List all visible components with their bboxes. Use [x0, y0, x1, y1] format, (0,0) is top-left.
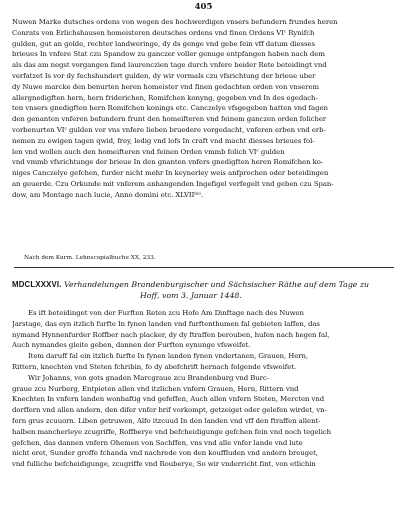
- heading-title-line1: Verhandelungen Brandenburgischer und Sächsischer Räthe auf dem Tage zu: [64, 280, 370, 289]
- text-line: allergnedigften hern, hern friderichen, Romifchen konyng, gegeben vnd In des egedach-: [12, 93, 318, 102]
- text-line: ten vnsers gnedigften hern Romifchen konings etc. Canczelye vfsgegeben hatten vnd fagen: [12, 104, 328, 113]
- text-line: niges Canczelye gefchen, furder nicht mehr In keynerley weis anfprechen oder beteidingen: [12, 169, 329, 178]
- text-line: nemen zu ewigen tagen qwid, frey, ledig vnd lofs In craft vnd macht diesses brieues fol-: [12, 136, 315, 145]
- text-line: gefchen, das dannen vnfern Ohemen von Sachffen, vns vnd alle vnfer lande vnd lute: [12, 438, 303, 447]
- text-line: gulden, gut an golde, rechter landweringe, dy ds genge vnd gebe fein vff datum diesses: [12, 39, 315, 48]
- text-line: den genanten vnferen befundern frunt den homeifteren vnd feinem ganczen orden folicher: [12, 115, 327, 124]
- text-line: vnd fulliche befcheidigunge, zcugriffe vnd Rouberye, So wir vnderricht fint, von etlichin: [12, 460, 316, 469]
- text-line: Wir Johanns, von gots gnaden Marcgraue zcu Brandenburg vnd Burc-: [28, 373, 269, 382]
- text-line: Es ift beteidinget von der Furften Reten zcu Hofe Am Dinftage nach des Nuwen: [28, 309, 304, 317]
- heading-number: MDCLXXXVI.: [12, 280, 62, 289]
- text-line: len vnd wollen auch den homeifteren vnd feinen Orden vmmb folich VIᶜ gulden: [12, 147, 285, 156]
- text-line: nicht eret, Sunder groffe fchanda vnd nachrede von den kouffluden vnd andern breuget,: [12, 449, 318, 458]
- text-line: Nuwen Marke dutsches ordens von wegen des hochwerdigen vnsers befundern frundes heren: [12, 18, 338, 26]
- text-line: graue zcu Nurberg, Entpieten allen vnd itzlichen vnfern Grauen, Hern, Rittern vnd: [12, 384, 299, 393]
- text-line: verfatzet Is vor dy fechshundert gulden, dy wir vormals czu vfsrichtung der brieue uber: [12, 71, 316, 80]
- upper-text-block: [12, 17, 395, 201]
- text-line: halben mancherleye zcugriffe, Roffberye vnd befcheidigunge gefchen fein vnd noch tegelich: [12, 427, 332, 436]
- text-line: Auch nymandes gleite geben, dannen der Furften eynunge vfsweifet.: [12, 341, 251, 350]
- lower-text-block: [12, 308, 395, 470]
- text-line: Item daruff fal ein itzlich furfte In fynen landen fynen vndertanen, Grauen, Hern,: [28, 352, 309, 361]
- text-line: nymand Hynnenfurder Roffber nach placker, dy dy ftraffen berouben, hufen nach hegen fal,: [12, 330, 330, 339]
- text-line: dorffern vnd allen andern, den difer vnfer brif vorkompt, getzeiget oder gelefen wirdet, vn-: [12, 406, 327, 415]
- text-line: dy Nuwe marcke den benurten heren homeister vnd finen gedachten orden von vnserem: [12, 82, 320, 91]
- text-line: Knechten In vnfern landen wonhaftig vnd gefeffen, Auch allen vnfern Steten, Mercten vnd: [12, 395, 325, 404]
- page-number: 405: [194, 2, 213, 12]
- section-divider: [14, 267, 394, 268]
- text-line: Rittern, knechten vnd Steten fchribin, fo dy abefchrift hernach folgende vfsweifet.: [12, 362, 297, 371]
- text-line: vnd vmmb vfsrichtunge der brieue In den gnanten vnfers gnedigften heren Romifchen ko-: [12, 158, 324, 167]
- section-heading: [12, 280, 369, 289]
- text-line: vorbenurten VIᶜ gulden vor vns vnfere lieben bruedere vorgedacht, vnferen erben vnd erb-: [12, 125, 326, 134]
- text-line: an geuerde. Czu Orkunde mit vnferem anhangenden Ingefigel verfegelt vnd geben czu Span-: [12, 179, 334, 188]
- source-note: Nach dem Kurm. Lehnscopialbuche XX, 233.: [24, 255, 156, 261]
- text-line: dow, am Montage nach lucie, Anno domini etc. XLVIIᵐᵒ.: [12, 190, 204, 199]
- text-line: fern grus zcuuorn. Liben getruwen, Alfo itzcuud In den landen vnd vff den ftraffen allent-: [12, 416, 321, 425]
- heading-title-line2: Hoff, vom 3. Januar 1448.: [140, 291, 242, 300]
- text-line: Jarstage, das eyn itzlich furfte In fynen landen vnd furftenthumen fal gebieten laffen, das: [12, 319, 320, 328]
- text-line: brieues In vnfere Stat czu Spandow zu ganczer voller genuge entpfangen haben nach dem: [12, 50, 325, 59]
- text-line: Conrats von Erlichshausen homeisteren deutsches ordens vnd finen Ordens VIᶜ Rynifch: [12, 28, 315, 37]
- text-line: als das am negst vorgangen fand laurenczien tage durch vnfere beider Rete beteidingt vnd: [12, 61, 327, 70]
